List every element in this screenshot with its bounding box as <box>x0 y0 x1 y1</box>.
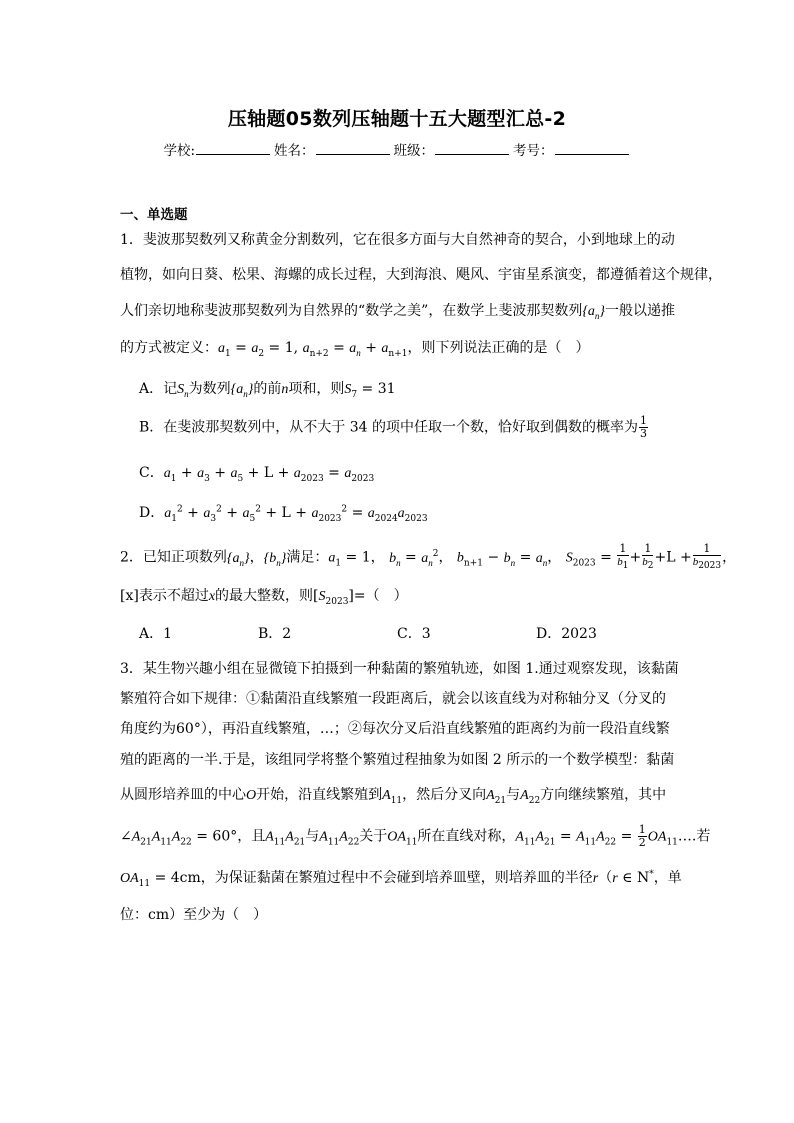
q3-line-3: 角度约为60°），再沿直线繁殖，…；②每次分叉后沿直线繁殖的距离约为前一段沿直线繁 <box>120 721 670 737</box>
q1-line-4: 的方式被定义：$a_1 = a_2 = 1$, $a_{n+2} = a_n + a_{n+1}$，则下列说法正确的是（ ） <box>120 340 590 359</box>
q2-line-2: [x]表示不超过x的最大整数，则$[S_{2023}]=$（ ） <box>120 588 408 607</box>
q2-option-d: D．2023 <box>536 626 597 642</box>
q1-option-b: B．在斐波那契数列中，从不大于 34 的项中任取一个数，恰好取到偶数的概率为 $\frac{1}{3}$ <box>139 414 648 440</box>
page-title: 压轴题05数列压轴题十五大题型汇总-2 <box>227 108 567 130</box>
q1-option-d: D．$a_1^2 + a_3^2 + a_5^2 + L + a_{2023}^2 = a_{2024}a_{2023}$ <box>139 504 428 524</box>
school-label: 学校: <box>163 143 196 159</box>
name-label: 姓名： <box>274 143 315 159</box>
name-blank[interactable] <box>316 142 390 155</box>
q3-line-1: 3．某生物兴趣小组在显微镜下拍摄到一种黏菌的繁殖轨迹，如图 1.通过观察发现，该黏菌 <box>120 661 679 677</box>
class-blank[interactable] <box>435 142 509 155</box>
q1-option-c: C．$a_1 + a_3 + a_5 + L + a_{2023} = a_{2023}$ <box>139 465 375 484</box>
q2-option-c: C．3 <box>397 626 431 642</box>
q3-line-5: 从圆形培养皿的中心O开始，沿直线繁殖到$A_{11}$，然后分叉向$A_{21}$与$A_{22}$方向继续繁殖，其中 <box>120 787 667 806</box>
q2-option-b: B．2 <box>258 626 292 642</box>
exam-number-label: 考号： <box>513 143 554 159</box>
q1-option-a: A．记$S_n$为数列$\{a_n\}$的前n项和，则$S_7 = 31$ <box>139 381 396 400</box>
section-heading: 一、单选题 <box>120 207 188 223</box>
school-blank[interactable] <box>196 142 270 155</box>
q3-line-8: 位：cm）至少为（ ） <box>120 907 268 923</box>
q3-line-7: $OA_{11} = 4cm$，为保证黏菌在繁殖过程中不会碰到培养皿壁，则培养皿的半径r（r ∈ N*，单 <box>120 869 682 889</box>
q3-line-2: 繁殖符合如下规律：①黏菌沿直线繁殖一段距离后，就会以该直线为对称轴分叉（分叉的 <box>120 691 666 707</box>
exam-number-blank[interactable] <box>555 142 629 155</box>
q3-line-6: $\angle A_{21}A_{11}A_{22} = 60^\circ$，且$A_{11}A_{21}$与$A_{11}A_{22}$关于$OA_{11}$所在直线对称，$A_{11}A_{21} = A_{11}A_{22}$ = $\frac{1}{2}$ $OA_{11}\dots$.若 <box>120 823 711 849</box>
class-label: 班级： <box>393 143 435 159</box>
student-info-fields <box>0 139 794 159</box>
q1-line-3: 人们亲切地称斐波那契数列为自然界的“数学之美”，在数学上斐波那契数列$\{a_n\}$一般以递推 <box>120 303 676 321</box>
q1-line-2: 植物，如向日葵、松果、海螺的成长过程，大到海浪、飓风、宇宙星系演变，都遵循着这个规律， <box>120 267 722 283</box>
q3-line-4: 殖的距离的一半.于是，该组同学将整个繁殖过程抽象为如图 2 所示的一个数学模型：黏菌 <box>120 752 675 768</box>
q1-line-1: 1．斐波那契数列又称黄金分割数列，它在很多方面与大自然神奇的契合，小到地球上的动 <box>120 232 675 248</box>
q2-line-1: 2．已知正项数列$\{a_n\}$，$\{b_n\}$满足：$a_1 = 1$， $b_n = a_n^2$， $b_{n+1} - b_n = a_n$， $S_{2023}$ = $\frac{1}{b_1}$ + $\frac{1}{b_2}$ +L + $\frac{1}{b_{2023}}$ ， <box>120 542 737 572</box>
q2-option-a: A．1 <box>139 626 173 642</box>
